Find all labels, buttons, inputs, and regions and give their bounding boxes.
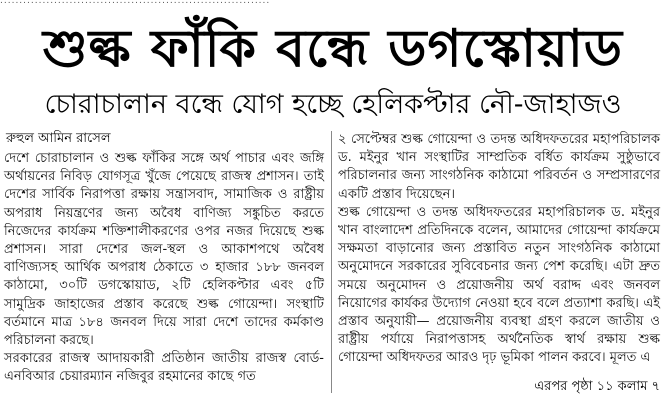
paragraph: শুল্ক গোয়েন্দা ও তদন্ত অধিদফতরের মহাপরিচালক ড. মইনুর খান বাংলাদেশ প্রতিদিনকে বলেন, আমাদের গোয়েন্দা কার্যক্রমে সক্ষমতা বাড়ানোর জন্য প্রস্তাবিত নতুন সাংগঠনিক কাঠামো অনুমোদনে সরকারের সুবিবেচনার জন্য পেশ করেছি। এটা দ্রুত সময়ে অনুমোদন ও প্রয়োজনীয় অর্থ বরাদ্দ এবং জনবল নিয়োগের কার্যকর উদ্যোগ নেওয়া হবে বলে প্রত্যাশা করছি। এই প্রস্তাব অনুযায়ী— প্রয়োজনীয় ব্যবস্থা গ্রহণ করলে জাতীয় ও রাষ্ট্রীয় পর্যায়ে নিরাপত্তাসহ অর্থনৈতিক স্বার্থ রক্ষায় শুল্ক গোয়েন্দা অধিদফতর আরও দৃঢ় ভূমিকা পালন করবে। মূলত এ xyxy=(338,204,660,366)
paragraph: ২ সেপ্টেম্বর শুল্ক গোয়েন্দা ও তদন্ত অধিদফতরের মহাপরিচালক ড. মইনুর খান সংস্থাটির সাম্প্রতিক বর্ধিত কার্যক্রম সুষ্ঠুভাবে পরিচালনার জন্য সাংগঠনিক কাঠামো পরিবর্তন ও সম্প্রসারণের একটি প্রস্তাব দিয়েছেন। xyxy=(338,132,660,202)
column-divider xyxy=(331,131,332,393)
paragraph: দেশে চোরাচালান ও শুল্ক ফাঁকির সঙ্গে অর্থ পাচার এবং জঙ্গি অর্থায়নের নিবিড় যোগসূত্র খুঁজে পেয়েছে রাজস্ব প্রশাসন। তাই দেশের সার্বিক নিরাপত্তা রক্ষায় সন্ত্রাসবাদ, সামাজিক ও রাষ্ট্রীয় অপরাধ নিয়ন্ত্রণের জন্য অবৈধ বাণিজ্য সঙ্কুচিত করতে নিজেদের কার্যক্রম শক্তিশালীকরণের ওপর নজর দিয়েছে শুল্ক প্রশাসন। সারা দেশের জল-স্থল ও আকাশপথে অবৈধ বাণিজ্যসহ আর্থিক অপরাধ ঠেকাতে ৩ হাজার ১৮৮ জনবল কাঠামো, ৩০টি ডগস্কোয়াড, ২টি হেলিকপ্টার এবং ৫টি সামুদ্রিক জাহাজের প্রস্তাব করেছে শুল্ক গোয়েন্দা। সংস্থাটি বর্তমানে মাত্র ১৮৪ জনবল দিয়ে সারা দেশে তাদের কর্মকাণ্ড পরিচালনা করছে। xyxy=(4,151,324,349)
headline: শুল্ক ফাঁকি বন্ধে ডগস্কোয়াড xyxy=(42,19,624,79)
continued-on-page: এরপর পৃষ্ঠা ১১ কলাম ৭ xyxy=(534,379,660,394)
subheadline: চোরাচালান বন্ধে যোগ হচ্ছে হেলিকপ্টার নৌ-জাহাজও xyxy=(44,89,622,120)
byline: রুহুল আমিন রাসেল xyxy=(6,131,111,146)
top-strip-cut-text xyxy=(0,0,666,8)
article-column-right xyxy=(338,131,660,368)
top-strip-text: ...................................................................... xyxy=(0,0,271,6)
article-column-left xyxy=(4,150,324,387)
paragraph: সরকারের রাজস্ব আদায়কারী প্রতিষ্ঠান জাতীয় রাজস্ব বোর্ড-এনবিআর চেয়ারম্যান নজিবুর রহমানের কাছে গত xyxy=(4,351,324,385)
